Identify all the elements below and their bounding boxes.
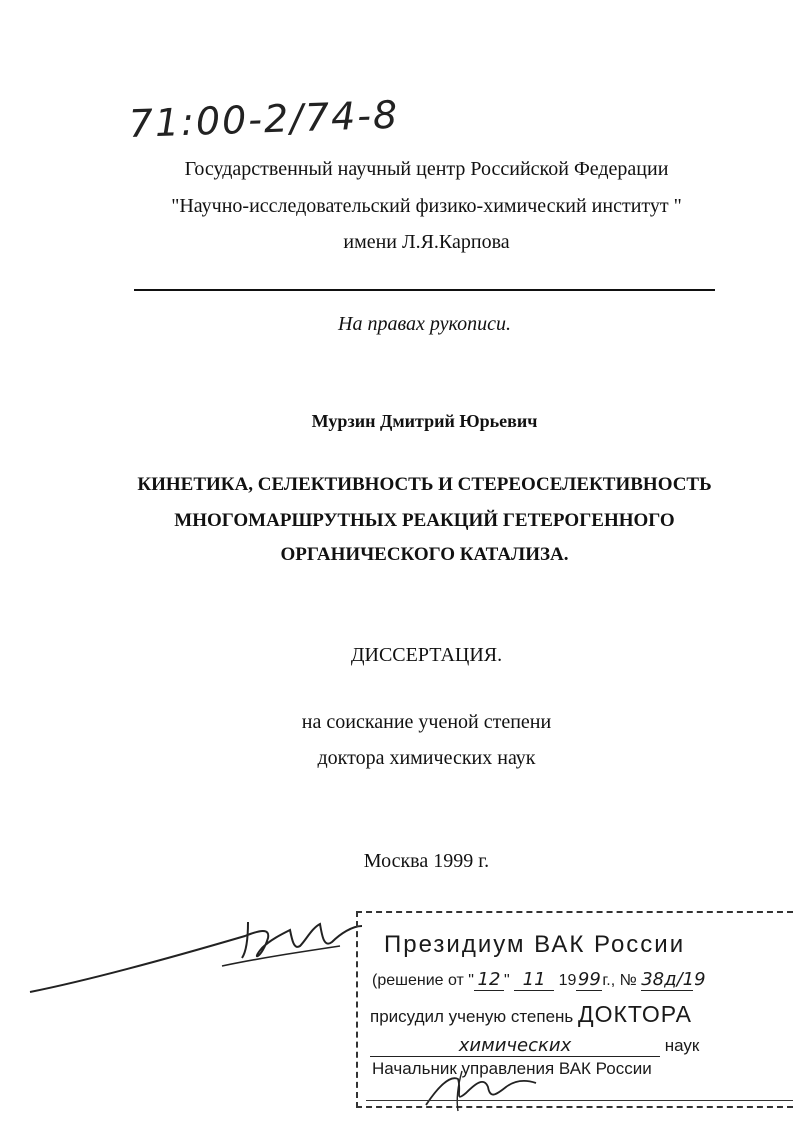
stamp-decision-day: 12 [474, 969, 504, 991]
stamp-awarded-line [370, 1001, 692, 1028]
stamp-decision-year-suffix: г., № [602, 972, 637, 989]
stamp-decision-quote: " [503, 972, 510, 989]
stamp-decision-year: 99 [577, 969, 601, 990]
stamp-science-line [370, 1035, 699, 1057]
vak-stamp [356, 911, 793, 1108]
stamp-header: Президиум ВАК России [384, 931, 686, 958]
stamp-awarded-text: присудил ученую степень [370, 1007, 574, 1026]
author-name: Мурзин Дмитрий Юрьевич [311, 411, 538, 431]
institution-line-1: Государственный научный центр Российской Федерации [184, 158, 669, 180]
manuscript-note: На правах рукописи. [338, 313, 511, 335]
title-line-1: КИНЕТИКА, СЕЛЕКТИВНОСТЬ И СТЕРЕОСЕЛЕКТИВНОСТЬ [137, 474, 712, 495]
signature-graphic [0, 900, 380, 1020]
stamp-decision-line [372, 969, 706, 991]
title-line-2: МНОГОМАРШРУТНЫХ РЕАКЦИЙ ГЕТЕРОГЕННОГО [174, 510, 675, 531]
stamp-degree-word: ДОКТОРА [578, 1001, 692, 1027]
stamp-decision-number: 38д/19 [641, 969, 706, 990]
stamp-decision-century: 19 [558, 972, 577, 989]
header-divider [134, 289, 715, 291]
stamp-decision-month: 11 [514, 969, 554, 991]
document-type: ДИССЕРТАЦИЯ. [350, 644, 503, 666]
degree-line-1: на соискание ученой степени [301, 711, 552, 733]
stamp-science-field: химических [370, 1035, 660, 1057]
stamp-decision-prefix: (решение от " [372, 972, 474, 989]
place-year: Москва 1999 г. [363, 850, 490, 872]
degree-line-2: доктора химических наук [317, 747, 536, 769]
stamp-bottom-border [366, 1100, 793, 1101]
stamp-chief: Начальник управления ВАК России [372, 1059, 652, 1078]
title-line-3: ОРГАНИЧЕСКОГО КАТАЛИЗА. [280, 544, 569, 565]
stamp-chief-signature [418, 1065, 568, 1115]
stamp-science-suffix: наук [664, 1036, 700, 1055]
archive-code: 71:00-2/74-8 [128, 92, 400, 146]
institution-line-2: "Научно-исследовательский физико-химический институт " [171, 195, 682, 217]
institution-line-3: имени Л.Я.Карпова [343, 231, 510, 253]
